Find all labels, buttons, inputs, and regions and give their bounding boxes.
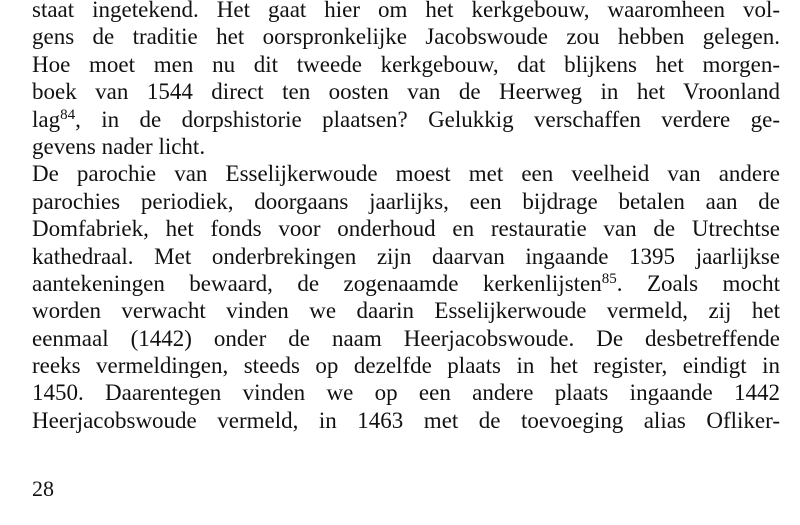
text-line: 1450. Daarentegen vinden we op een andere plaats ingaande 1442 xyxy=(32,380,780,406)
page-number: 28 xyxy=(32,476,54,501)
text-line: worden verwacht vinden we daarin Esselijkerwoude vermeld, zij het xyxy=(32,298,780,324)
text-fragment: aantekeningen bewaard, de zogenaamde kerkenlijsten xyxy=(32,270,602,296)
text-line: reeks vermeldingen, steeds op dezelfde plaats in het register, eindigt in xyxy=(32,353,780,379)
text-line: Domfabriek, het fonds voor onderhoud en restauratie van de Utrechtse xyxy=(32,216,780,242)
footnote-ref-84: 84 xyxy=(60,106,76,123)
text-line: Heerjacobswoude vermeld, in 1463 met de toevoeging alias Ofliker- xyxy=(32,407,780,433)
text-line: gens de traditie het oorspronkelijke Jacobswoude zou hebben gelegen. xyxy=(32,24,780,50)
text-line: De parochie van Esselijkerwoude moest met een veelheid van andere xyxy=(32,161,780,187)
text-line: staat ingetekend. Het gaat hier om het kerkgebouw, waaromheen vol- xyxy=(32,0,780,22)
text-line: eenmaal (1442) onder de naam Heerjacobswoude. De desbetreffende xyxy=(32,325,780,351)
text-fragment: , in de dorpshistorie plaatsen? Gelukkig verschaffen verdere ge- xyxy=(75,106,780,132)
text-line: kathedraal. Met onderbrekingen zijn daarvan ingaande 1395 jaarlijkse xyxy=(32,243,780,269)
text-line xyxy=(32,106,780,133)
body-text xyxy=(32,0,780,434)
text-fragment: . Zoals mocht xyxy=(616,270,781,296)
text-line: Hoe moet men nu dit tweede kerkgebouw, dat blijkens het morgen- xyxy=(32,51,780,77)
text-line xyxy=(32,270,780,297)
text-line: boek van 1544 direct ten oosten van de Heerweg in het Vroonland xyxy=(32,79,780,105)
text-line: parochies periodiek, doorgaans jaarlijks, een bijdrage betalen aan de xyxy=(32,188,780,214)
footnote-ref-85: 85 xyxy=(601,270,617,287)
text-line: gevens nader licht. xyxy=(32,133,206,159)
text-fragment: lag xyxy=(32,106,61,132)
